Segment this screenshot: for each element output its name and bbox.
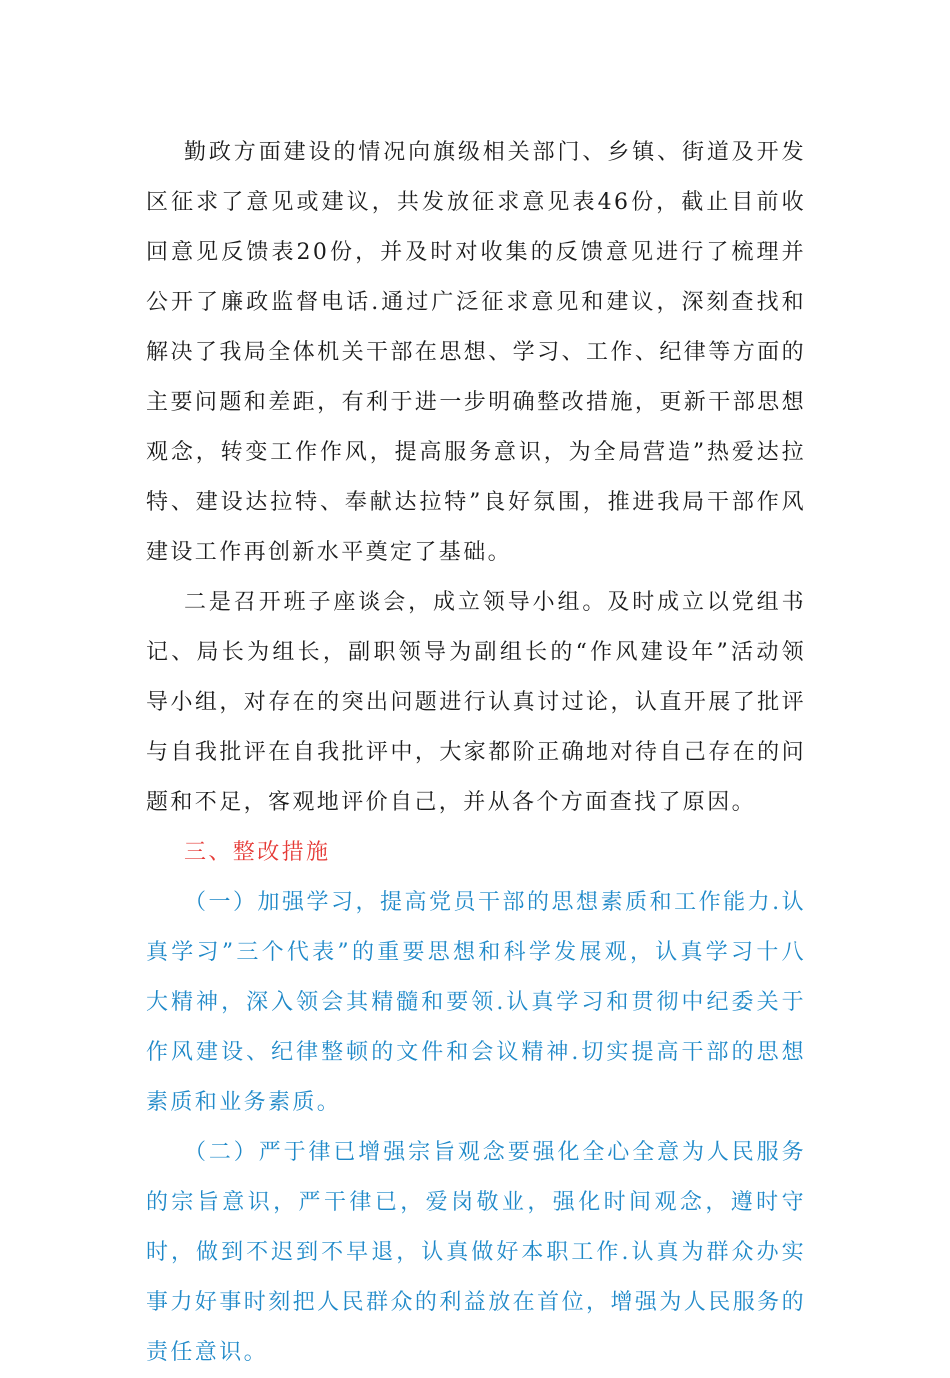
paragraph-leadership-group: 二是召开班子座谈会，成立领导小组。及时成立以党组书记、局长为组长，副职领导为副组长的“作风建设年”活动领导小组，对存在的突出问题进行认真讨过论，认直开展了批评与自我批评在自我批评中，大家都阶正确地对待自己存在的问题和不足，客观地评价自己，并从各个方面查找了原因。 [146,590,806,815]
section-heading-rectification: 三、整改措施 [184,840,331,865]
paragraph-feedback-collection: 勤政方面建设的情况向旗级相关部门、乡镇、街道及开发区征求了意见或建议，共发放征求意见表46份，截止目前收回意见反馈表20份，并及时对收集的反馈意见进行了梳理并公开了廉政监督电话.通过广泛征求意见和建议，深刻查找和解决了我局全体机关干部在思想、学习、工作、纪律等方面的主要问题和差距，有利于进一步明确整改措施，更新干部思想观念，转变工作作风，提高服务意识，为全局营造”热爱达拉特、建设达拉特、奉献达拉特”良好氛围，推进我局干部作风建设工作再创新水平奠定了基础。 [146,140,806,565]
document-body [146,128,806,1378]
paragraph-strengthen-study: （一）加强学习，提高党员干部的思想素质和工作能力.认真学习”三个代表”的重要思想和科学发展观，认真学习十八大精神，深入领会其精髓和要领.认真学习和贯彻中纪委关于作风建设、纪律整顿的文件和会议精神.切实提高干部的思想素质和业务素质。 [146,890,806,1115]
paragraph-self-discipline: （二）严于律已增强宗旨观念要强化全心全意为人民服务的宗旨意识，严干律已，爱岗敬业，强化时间观念，遵时守时，做到不迟到不早退，认真做好本职工作.认真为群众办实事力好事时刻把人民群众的利益放在首位，增强为人民服务的责任意识。 [146,1140,806,1365]
